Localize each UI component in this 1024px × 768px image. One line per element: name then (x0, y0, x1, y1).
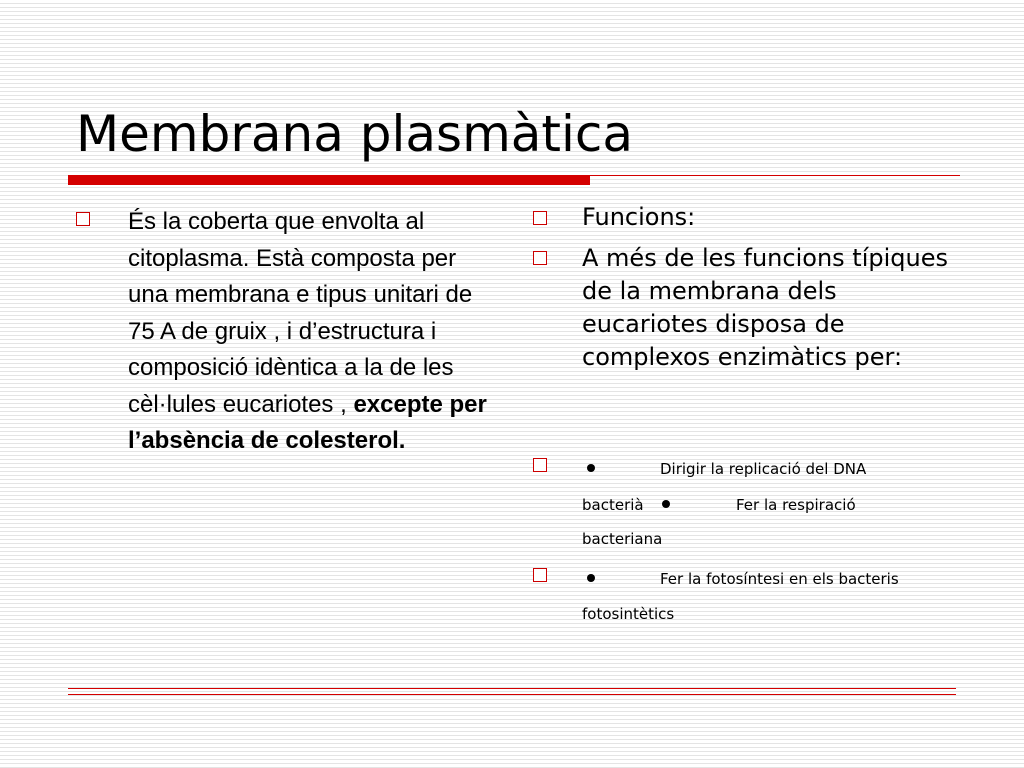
function-item-1-line2: bacterià (582, 496, 644, 514)
functions-heading: Funcions: (582, 203, 696, 231)
hollow-square-bullet-icon (533, 251, 547, 265)
function-item-3-line1: Fer la fotosíntesi en els bacteris (660, 570, 899, 588)
hollow-square-bullet-icon (76, 212, 90, 226)
footer-rule (68, 688, 956, 695)
title-underline-thick (68, 175, 590, 185)
hollow-square-bullet-icon (533, 458, 547, 472)
function-item-2-line1: Fer la respiració (736, 496, 856, 514)
function-item-2-line2: bacteriana (582, 530, 663, 548)
bullet-dot-icon (587, 574, 595, 582)
bullet-dot-icon (587, 464, 595, 472)
hollow-square-bullet-icon (533, 211, 547, 225)
functions-intro: A més de les funcions típiques de la membrana dels eucariotes disposa de complexos enzimàtics per: (582, 244, 948, 371)
left-body-text: És la coberta que envolta al citoplasma. Està composta per una membrana e tipus unitari de 75 A de gruix , i d’estructura i composició idèntica a la de les cèl·lules eucariotes , (128, 208, 473, 418)
left-emphasis-text: excepte per l’absència de colesterol. (128, 390, 487, 454)
function-item-1-line1: Dirigir la replicació del DNA (660, 460, 867, 478)
function-item-3-line2: fotosintètics (582, 605, 675, 623)
hollow-square-bullet-icon (533, 568, 547, 582)
bullet-dot-icon (662, 500, 670, 508)
slide-title: Membrana plasmàtica (76, 105, 634, 163)
left-column-text (128, 204, 488, 460)
